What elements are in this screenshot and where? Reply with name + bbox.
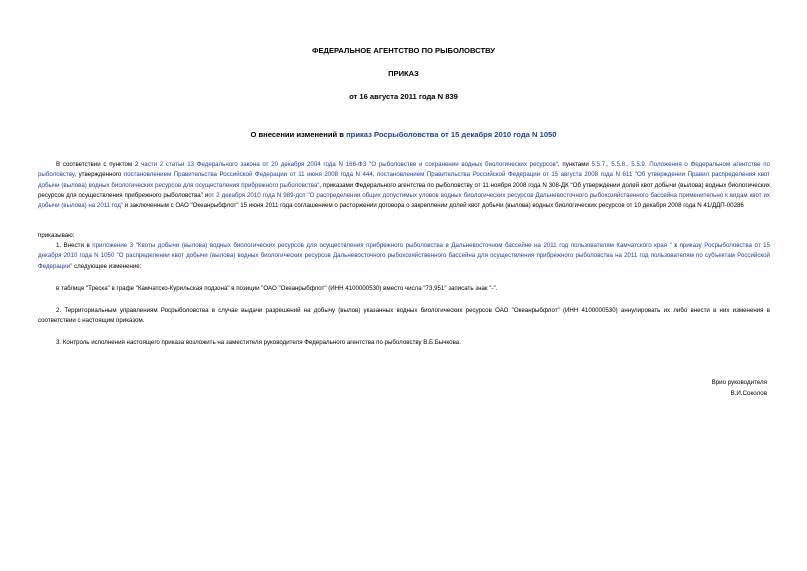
paragraph-change: в таблице "Треска" в графе "Камчатско-Курильская подзона" в позиции "ОАО "Океанрыбфлот" (ИНН 4100000530) вместо числа "73,951" записать знак "-". bbox=[56, 285, 498, 292]
preamble-link-decree-444[interactable]: постановлением Правительства Российской Федерации от 11 июня 2008 года N 444 bbox=[123, 171, 373, 179]
item1-text-3: следующее изменение: bbox=[72, 262, 142, 270]
preamble-text-1: В соответствии с пунктом 2 bbox=[56, 161, 142, 168]
document-subject bbox=[0, 130, 807, 139]
paragraph-item-3: 3. Контроль исполнения настоящего приказа возложить на заместителя руководителя Федерального агентства по рыболовству В.Б.Бычкова. bbox=[56, 339, 461, 346]
signature-position: Врио руководителя bbox=[711, 379, 767, 386]
paragraph-item-2: 2. Территориальным управлениям Росрыболовства в случае выдачи разрешений на добычу (вылов) указанных водных биологических ресурсов ОАО "Океанрыбфлот" (ИНН 4100000530) аннулировать их либо внести в них изменения в соответствии с настоящим приказом. bbox=[38, 307, 770, 325]
paragraph-item-1 bbox=[38, 241, 770, 272]
preamble-text-2: , пунктами bbox=[557, 161, 592, 168]
agency-title: ФЕДЕРАЛЬНОЕ АГЕНТСТВО ПО РЫБОЛОВСТВУ bbox=[312, 46, 495, 55]
item1-text-2: к bbox=[671, 242, 680, 249]
preamble-link-decree-611[interactable]: постановлением Правительства Российской Федерации от 15 августа 2008 года N 611 "Об утверждении Правил распределения квот добычи (вылова) водных биологических ресурсов для осуществления прибрежного рыболовства" bbox=[38, 171, 770, 189]
item1-text-1: 1. Внести в bbox=[56, 242, 93, 249]
preamble-link-law[interactable]: части 2 статьи 13 Федерального закона от 20 декабря 2004 года N 166-ФЗ "О рыболовстве и сохранении водных биологических ресурсов" bbox=[141, 161, 558, 168]
paragraph-preamble bbox=[38, 160, 770, 211]
document-type: ПРИКАЗ bbox=[388, 69, 419, 78]
preamble-text-6: и заключенным с ОАО "Океанрыбфлот" 15 июня 2011 года соглашением о расторжении договора о закреплении долей квот добычи (вылова) водных биологических ресурсов от 10 декабря 2008 года N 41/ДДП-00286 bbox=[122, 202, 744, 210]
item1-link-appendix[interactable]: приложение 3 "Квоты добычи (вылова) водных биологических ресурсов для осуществления прибрежного рыболовства в Дальневосточном бассейне на 2011 год пользователям Камчатского края " bbox=[92, 242, 672, 249]
signature-name: В.И.Соколов bbox=[730, 390, 767, 397]
subject-link[interactable]: приказ Росрыболовства от 15 декабря 2010 года N 1050 bbox=[346, 130, 557, 139]
preamble-text-4: , bbox=[372, 171, 377, 179]
preamble-link-order-989[interactable]: от 2 декабря 2010 года N 989-дсп "О распределении общих допустимых уловов водных биологических ресурсов Дальневосточного рыбохозяйственного бассейна применительно к видам квот их добычи (вылова) на 2011 год" bbox=[38, 191, 770, 210]
document-date-number: от 16 августа 2011 года N 839 bbox=[349, 92, 458, 101]
preamble-text-3: , утвержденного bbox=[74, 171, 124, 179]
subject-prefix: О внесении изменений в bbox=[250, 130, 347, 139]
paragraph-order-word: приказываю: bbox=[38, 232, 75, 239]
item1-link-order-1050[interactable]: приказу Росрыболовства от 15 декабря 2010 года N 1050 "О распределении квот добычи (вылова) водных биологических ресурсов Дальневосточного рыбохозяйственного бассейна для осуществления прибрежного рыболовства на 2011 год пользователям по субъектам Российской Федерации" bbox=[38, 242, 771, 270]
preamble-text-5: , приказами Федерального агентства по рыболовству от 11 ноября 2008 года N 308-ДК "Об утверждении долей квот добычи (вылова) водных биологических ресурсов для осуществления прибрежного рыболовства" и bbox=[38, 181, 770, 199]
preamble-link-regulation[interactable]: 5.5.7., 5.5.8., 5.5.9. Положения о Федеральном агентстве по рыболовству bbox=[38, 161, 770, 179]
